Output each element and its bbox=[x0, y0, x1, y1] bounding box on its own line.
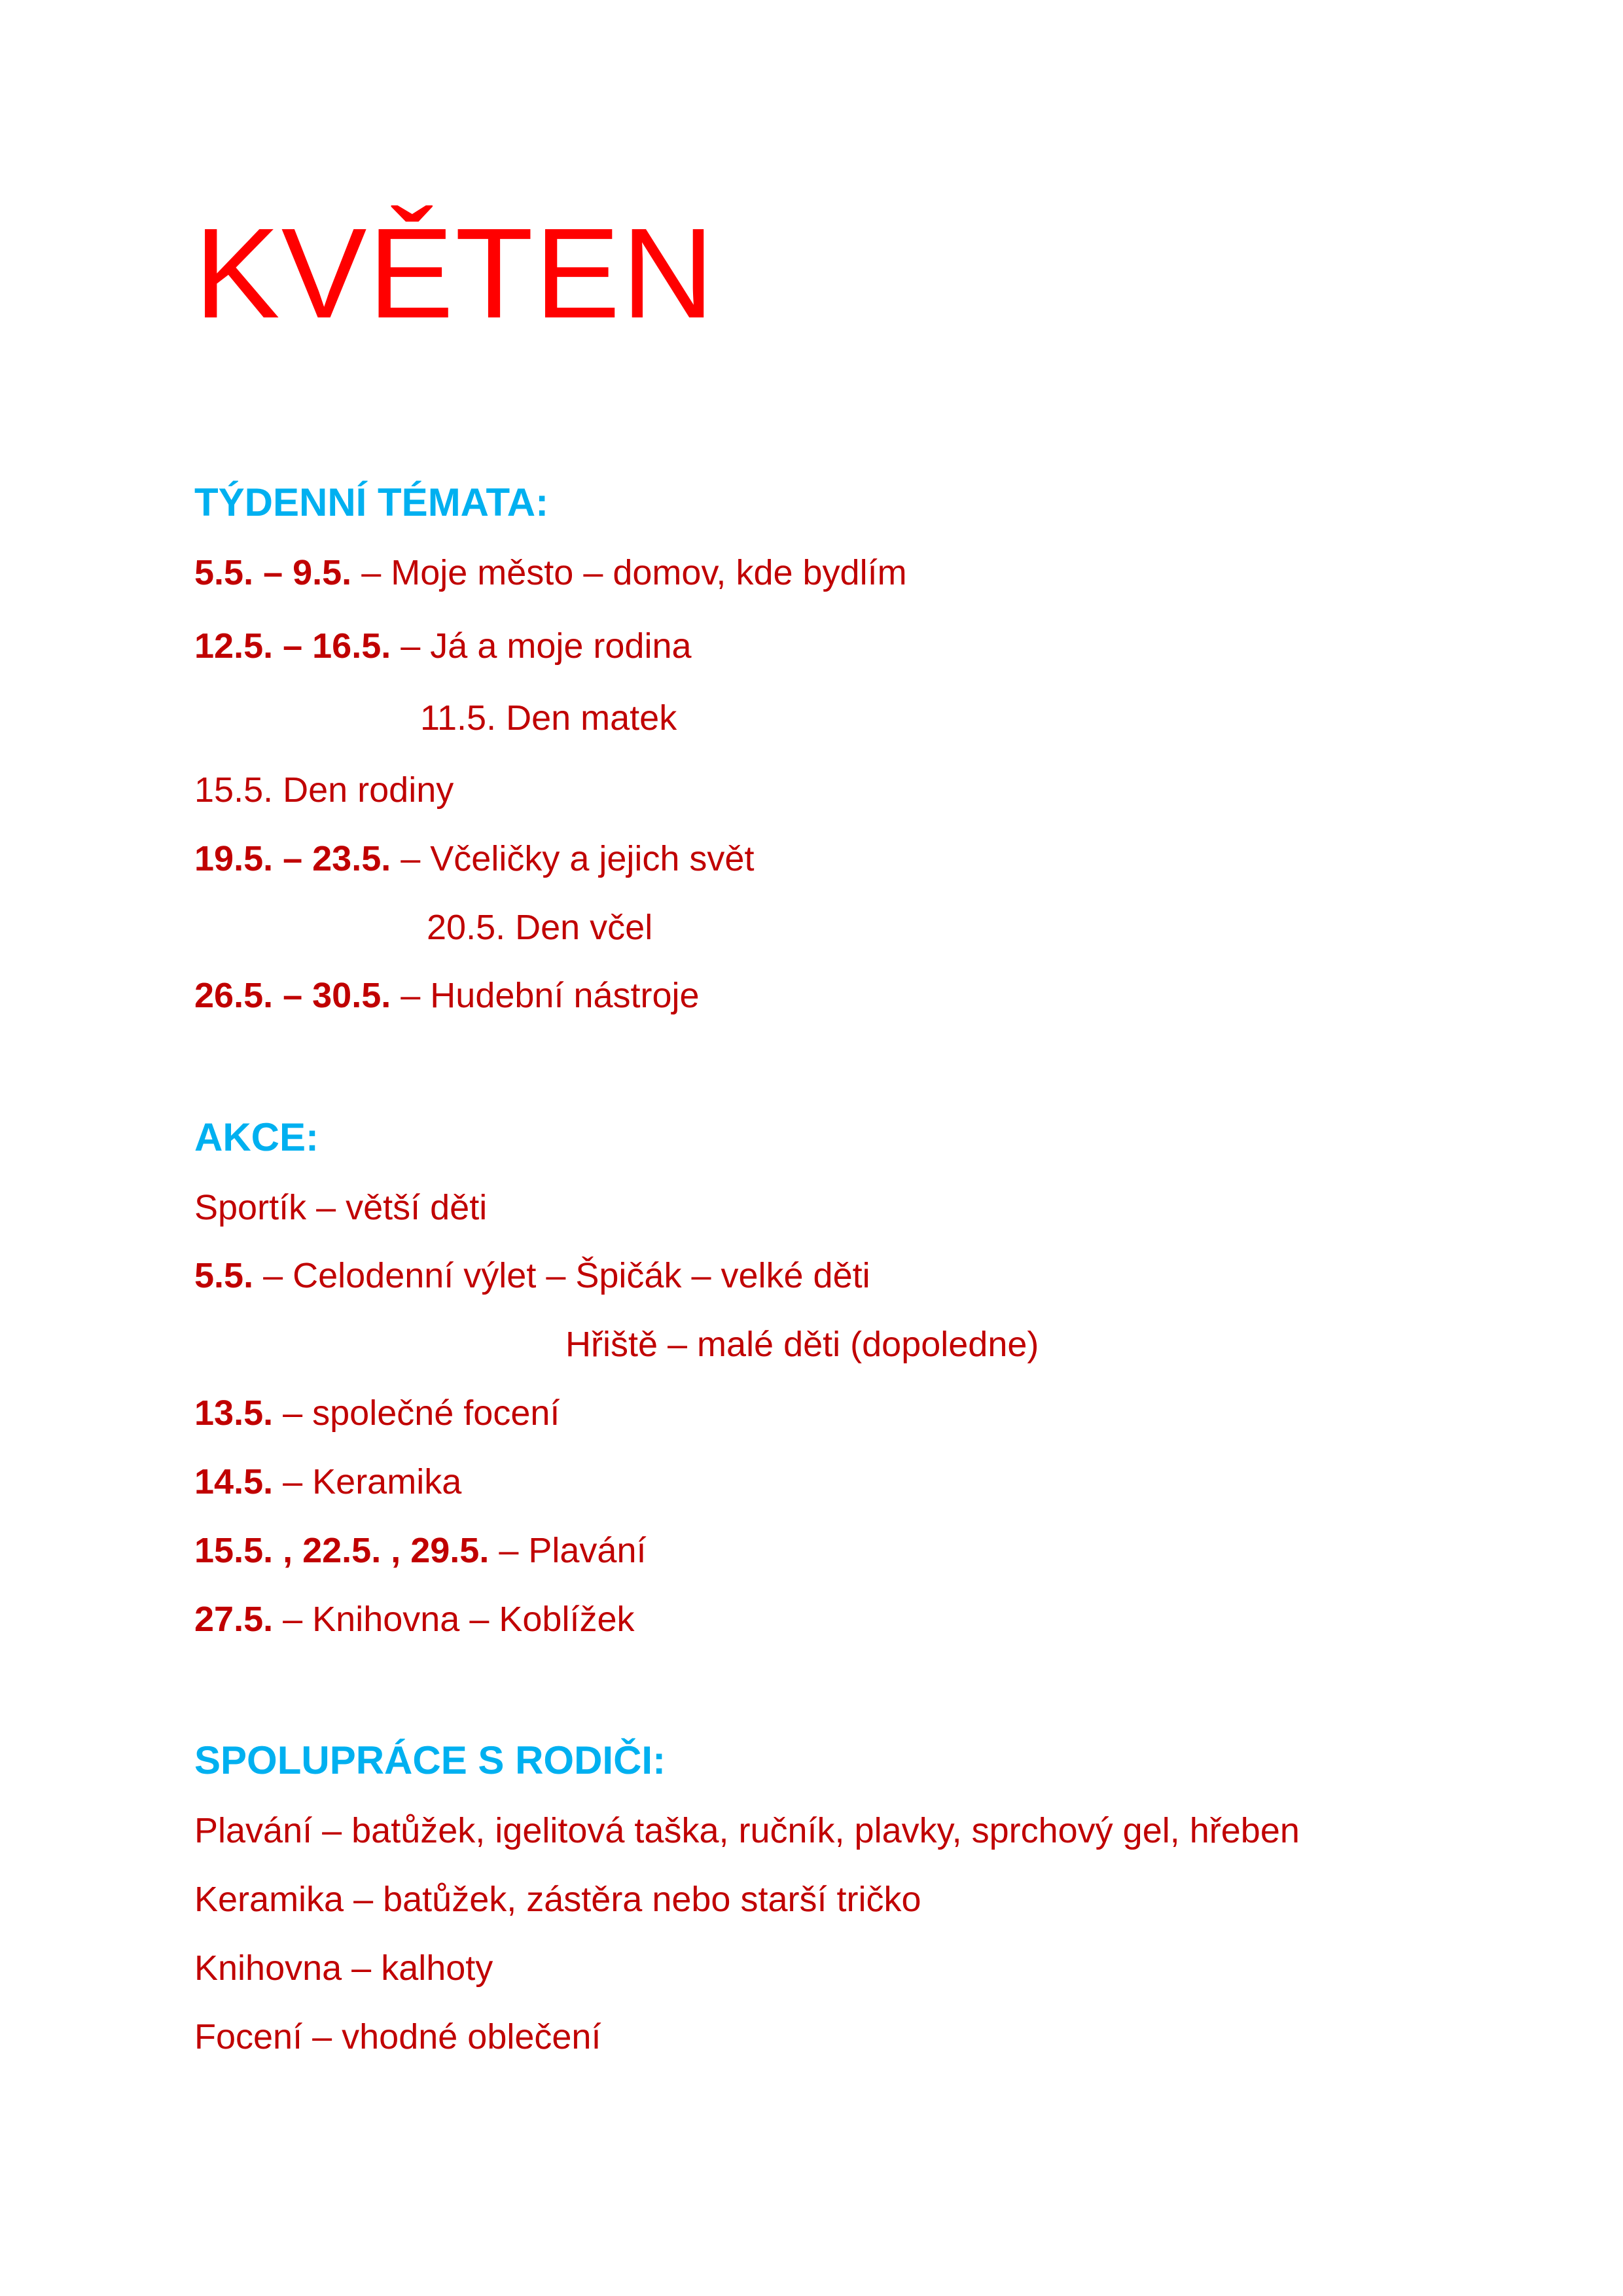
page-title: KVĚTEN bbox=[194, 202, 716, 345]
theme-text: – Včeličky a jejich svět bbox=[391, 839, 755, 878]
event-date: 14.5. bbox=[194, 1462, 274, 1501]
event-text: Sportík – větší děti bbox=[194, 1188, 488, 1227]
event-text: – společné focení bbox=[273, 1393, 560, 1433]
theme-text: – Moje město – domov, kde bydlím bbox=[351, 553, 907, 592]
theme-line bbox=[194, 628, 692, 664]
event-line bbox=[194, 1602, 634, 1637]
theme-subline bbox=[420, 700, 677, 736]
parents-text: Knihovna – kalhoty bbox=[194, 1948, 493, 1988]
theme-text: 15.5. Den rodiny bbox=[194, 770, 454, 810]
event-text: – Plavání bbox=[489, 1531, 647, 1570]
event-date: 27.5. bbox=[194, 1600, 274, 1639]
event-date: 5.5. bbox=[194, 1256, 254, 1295]
event-text: Hřiště – malé děti (dopoledne) bbox=[565, 1325, 1039, 1364]
event-date: 13.5. bbox=[194, 1393, 274, 1433]
event-text: – Keramika bbox=[273, 1462, 462, 1501]
event-line bbox=[194, 1533, 646, 1568]
theme-subline bbox=[194, 772, 454, 808]
theme-date: 26.5. – 30.5. bbox=[194, 976, 391, 1015]
theme-date: 19.5. – 23.5. bbox=[194, 839, 391, 878]
parents-line bbox=[194, 2019, 601, 2054]
parents-text: Plavání – batůžek, igelitová taška, ručník, plavky, sprchový gel, hřeben bbox=[194, 1811, 1300, 1850]
theme-line bbox=[194, 978, 700, 1013]
theme-line bbox=[194, 555, 907, 590]
theme-date: 12.5. – 16.5. bbox=[194, 626, 391, 666]
theme-date: 5.5. – 9.5. bbox=[194, 553, 352, 592]
event-line bbox=[194, 1190, 487, 1225]
parents-line bbox=[194, 1813, 1300, 1848]
theme-line bbox=[194, 841, 754, 876]
event-line bbox=[194, 1258, 870, 1293]
events-heading: AKCE: bbox=[194, 1115, 319, 1159]
weekly-themes-heading: TÝDENNÍ TÉMATA: bbox=[194, 480, 549, 524]
parents-heading: SPOLUPRÁCE S RODIČI: bbox=[194, 1738, 666, 1782]
parents-line bbox=[194, 1882, 921, 1917]
theme-text: 11.5. Den matek bbox=[420, 698, 677, 738]
theme-text: – Já a moje rodina bbox=[391, 626, 692, 666]
parents-line bbox=[194, 1950, 493, 1986]
event-subline bbox=[565, 1327, 1039, 1362]
parents-text: Keramika – batůžek, zástěra nebo starší tričko bbox=[194, 1880, 921, 1919]
event-date: 15.5. , 22.5. , 29.5. bbox=[194, 1531, 490, 1570]
theme-subline bbox=[427, 910, 652, 945]
event-line bbox=[194, 1395, 560, 1431]
parents-text: Focení – vhodné oblečení bbox=[194, 2017, 601, 2056]
theme-text: 20.5. Den včel bbox=[427, 908, 653, 947]
event-text: – Celodenní výlet – Špičák – velké děti bbox=[253, 1256, 870, 1295]
event-line bbox=[194, 1464, 461, 1499]
theme-text: – Hudební nástroje bbox=[391, 976, 700, 1015]
event-text: – Knihovna – Koblížek bbox=[273, 1600, 635, 1639]
